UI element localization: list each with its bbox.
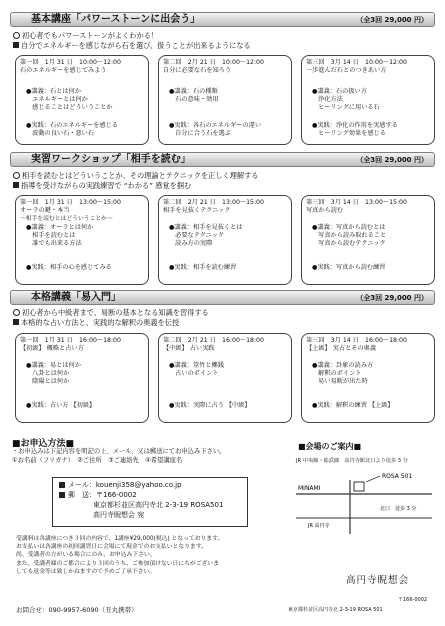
session-card	[15, 55, 149, 145]
session-date: 第三回 3月 14 日 16:00～18:00	[306, 337, 407, 344]
session-title: 写真から読む	[306, 207, 344, 214]
section-3-price: （全3回 29,000 円）	[356, 294, 428, 302]
inquiry-phone: お問合せ：090-9957-6090（丑丸携帯）	[16, 606, 138, 614]
session-lecture: ●講義：卦象の読み方 解釈のポイント 易い易断が出た時	[312, 362, 374, 385]
venue-map	[296, 466, 432, 534]
session-lecture: ●講義：石の種類 石の意味・効用	[169, 88, 219, 103]
session-lecture: ●講義：石の扱い方 浄化方法 ヒーリングに用いる石	[312, 88, 380, 111]
lead-line: 本格的な占い方法と、実践的な解釈の奥義を伝授	[21, 317, 180, 327]
session-lecture: ●講義：オーラとは何か 相手を読むとは 誰でも出来る方法	[26, 224, 94, 247]
post-text: 郵 送：〒166-0002	[68, 491, 137, 499]
square-bullet-icon	[13, 182, 19, 188]
section-3-header	[10, 290, 435, 305]
map-pointer	[366, 476, 380, 482]
square-bullet-icon	[59, 482, 65, 488]
session-card	[158, 333, 292, 423]
circle-bullet-icon	[13, 309, 20, 316]
map-exit-label: 北口 徒歩 3 分	[380, 506, 417, 512]
section-3-title: 本格講義「易入門」	[31, 292, 121, 303]
section-1-price: （全3回 29,000 円）	[356, 16, 428, 24]
circle-bullet-icon	[13, 32, 20, 39]
section-1-cards	[15, 55, 435, 145]
note-line: お支払いは各講座の初回講習日に会場にて現金でのお支払いとなります。	[16, 544, 207, 551]
session-subtitle: ～相手を読むとはどういうことか～	[20, 216, 113, 222]
session-lecture: ●講義：写真から読むとは 写真から読み取れること 写真から読むテクニック	[312, 224, 387, 247]
apply-notes	[16, 535, 223, 576]
session-practice: ●実践：写真から読む練習	[312, 264, 386, 271]
session-practice: ●実践：相手を読む練習	[169, 264, 237, 271]
apply-instructions	[12, 448, 225, 465]
section-1-lead	[13, 31, 433, 50]
lead-line: 相手を読むとはどういうことか、その理論とテクニックを正しく理解する	[22, 171, 259, 180]
session-lecture: ●講義：筮竹と擲銭 占いのポイント	[169, 362, 224, 377]
org-name: 高円寺睨想会	[346, 575, 410, 586]
session-lecture: ●講義：易とは何か 八卦とは何か 陰陽とは何か	[26, 362, 81, 385]
session-title: 【中級】 占い実践	[163, 345, 215, 352]
square-bullet-icon	[59, 492, 65, 498]
lead-line: 自分でエネルギーを感じながら石を選び、扱うことが出来るようになる	[21, 40, 251, 50]
session-card	[15, 195, 149, 285]
session-title: 相手を見抜くテクニック	[163, 207, 231, 214]
map-heading: ■会場のご案内■	[298, 442, 362, 451]
session-card	[158, 195, 292, 285]
session-practice: ●実践：石のエネルギーを感じる 波動の良い石・悪い石	[26, 122, 119, 137]
session-title: 【初級】 概略と占い方	[20, 345, 84, 352]
post-address: 東京都杉並区高円寺北 2-3-19 ROSA501	[93, 501, 224, 509]
section-2-lead	[13, 171, 433, 190]
section-2-title: 実習ワークショップ「相手を読む」	[31, 154, 191, 165]
section-1-title: 基本講座「パワーストーンに出会う」	[31, 14, 201, 25]
apply-items: ①お名前（フリガナ） ②ご住所 ③ご連絡先 ④希望講座名	[12, 456, 183, 464]
session-practice: ●実践：各石のエネルギーの違い 自分に合う石を選ぶ	[169, 122, 262, 137]
square-bullet-icon	[13, 42, 19, 48]
note-line: 受講料は各講座につき３回の内容で、1講座¥29,000(税込) となっております。	[16, 536, 224, 542]
lead-line: 初心者でもパワーストーンがよくわかる！	[22, 31, 159, 40]
session-date: 第一回 1月 31 日 16:00～18:00	[20, 337, 121, 344]
session-practice: ●実践：浄化の作用を実感する ヒーリング効果を感じる	[312, 122, 398, 137]
session-practice: ●実践：相手の心を感じてみる	[26, 264, 112, 271]
session-title: 自分に必要な石を知ろう	[163, 67, 232, 74]
note-line: 尚、受講者の方がいる場合にのみ、お申込み下さい。	[16, 552, 156, 559]
post-recipient: 高円寺睨想会 宛	[93, 511, 145, 519]
session-title: オーラの鍵・本当	[20, 207, 70, 214]
session-card	[15, 333, 149, 423]
section-3-cards	[15, 333, 435, 423]
section-3-lead	[13, 308, 433, 327]
session-card	[301, 333, 435, 423]
session-card	[158, 55, 292, 145]
section-2-header	[10, 152, 435, 167]
venue-building	[354, 482, 364, 491]
note-line: しても返金等は致しかねますので予めご了承下さい。	[16, 568, 156, 575]
session-practice: ●実践：実際に占う 【中級】	[169, 402, 251, 409]
section-2-cards	[15, 195, 435, 285]
session-date: 第二回 2月 21 日 13:00～15:00	[163, 199, 264, 206]
session-date: 第二回 2月 21 日 16:00～18:00	[163, 337, 264, 344]
circle-bullet-icon	[13, 172, 20, 179]
org-postal: 〒166-0002	[398, 597, 428, 603]
session-practice: ●実践：解釈の練習 【上級】	[312, 402, 394, 409]
section-1-header	[10, 12, 435, 27]
apply-heading: ■お申込方法■	[12, 439, 75, 449]
map-venue-label: ROSA 501	[382, 473, 413, 480]
map-access: JR 中央線・総武線 高円寺駅北口より徒歩 3 分	[296, 458, 408, 464]
square-bullet-icon	[13, 319, 19, 325]
session-date: 第三回 3月 14 日 10:00～12:00	[306, 59, 407, 66]
section-2-price: （全3回 29,000 円）	[356, 156, 428, 164]
contact-box	[52, 477, 248, 527]
note-line: また、受講者様のご都合により３回のうち、ご参加頂けない日にちがございま	[16, 560, 219, 567]
session-lecture: ●講義：相手を見抜くとは 必要なテクニック 読み方の実際	[169, 224, 243, 247]
lead-line: 初心者から中級者まで、易断の基本となる知識を習得する	[22, 308, 209, 317]
session-title: 一歩進んだ石とのつきあい方	[306, 67, 387, 74]
lead-line: 指導を受けながらの実践練習で “わかる” 感覚を掴む	[21, 180, 192, 190]
map-station-label: JR 高円寺	[308, 523, 330, 529]
session-date: 第三回 3月 14 日 13:00～15:00	[306, 199, 407, 206]
session-title: 石のエネルギーを感じてみよう	[20, 67, 107, 74]
session-card	[301, 55, 435, 145]
apply-intro: ・お申込みは下記内容を明記の上、メール、又は郵送にてお申込み下さい。	[12, 448, 226, 455]
session-lecture: ●講義：石とは何か エネルギーとは何か 感じることはどういうことか	[26, 88, 113, 111]
session-card	[301, 195, 435, 285]
org-address: 東京都杉並区高円寺北 2-3-19 ROSA 501	[288, 607, 383, 613]
session-date: 第二回 2月 21 日 10:00～12:00	[163, 59, 264, 66]
session-practice: ●実践：占い方 【初級】	[26, 402, 96, 409]
session-title: 【上級】 実占とその奥義	[306, 345, 377, 352]
session-date: 第一回 1月 31 日 10:00～12:00	[20, 59, 121, 66]
session-date: 第一回 1月 31 日 13:00～15:00	[20, 199, 121, 206]
email-text[interactable]: メール：kouenji358@yahoo.co.jp	[68, 481, 182, 489]
map-street-label: MINAMI	[298, 485, 321, 492]
